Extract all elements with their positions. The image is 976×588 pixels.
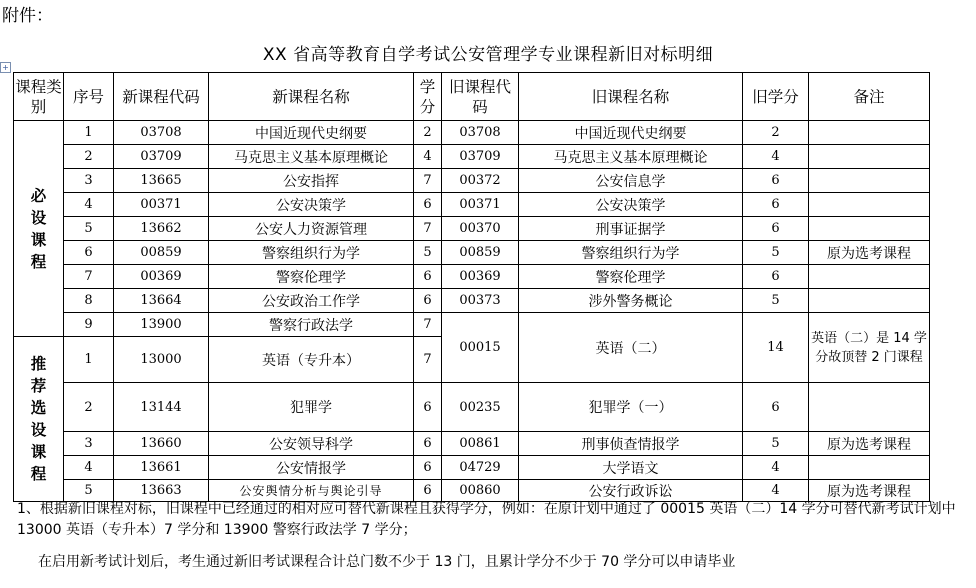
cell-note: 原为选考课程 bbox=[809, 480, 930, 502]
header-note: 备注 bbox=[809, 73, 930, 121]
cell-new-code: 13664 bbox=[114, 289, 209, 313]
cell-note bbox=[809, 169, 930, 193]
cell-credit: 7 bbox=[414, 337, 442, 383]
cell-old-code: 03709 bbox=[442, 145, 519, 169]
cell-credit: 2 bbox=[414, 121, 442, 145]
header-new-name: 新课程名称 bbox=[209, 73, 414, 121]
cell-new-name: 警察行政法学 bbox=[209, 313, 414, 337]
table-move-handle-icon[interactable]: + bbox=[0, 62, 11, 73]
cell-old-credit: 2 bbox=[743, 121, 809, 145]
cell-seq: 2 bbox=[64, 383, 114, 432]
cell-credit: 7 bbox=[414, 169, 442, 193]
cell-note bbox=[809, 121, 930, 145]
header-credit: 学分 bbox=[414, 73, 442, 121]
cell-new-name: 英语（专升本） bbox=[209, 337, 414, 383]
header-old-name: 旧课程名称 bbox=[519, 73, 743, 121]
cell-credit: 6 bbox=[414, 265, 442, 289]
footnote-graduation: 在启用新考试计划后，考生通过新旧考试课程合计总门数不少于 13 门，且累计学分不少于 70 学分可以申请毕业 bbox=[38, 554, 736, 570]
cell-note: 原为选考课程 bbox=[809, 432, 930, 456]
cell-seq: 1 bbox=[64, 121, 114, 145]
header-old-credit: 旧学分 bbox=[743, 73, 809, 121]
cell-old-credit: 6 bbox=[743, 217, 809, 241]
table-row bbox=[14, 432, 930, 456]
table-row bbox=[14, 265, 930, 289]
cell-new-name: 公安领导科学 bbox=[209, 432, 414, 456]
cell-new-name: 公安指挥 bbox=[209, 169, 414, 193]
header-old-code: 旧课程代码 bbox=[442, 73, 519, 121]
table-row bbox=[14, 193, 930, 217]
cell-new-code: 00859 bbox=[114, 241, 209, 265]
cell-new-name: 犯罪学 bbox=[209, 383, 414, 432]
cell-note bbox=[809, 265, 930, 289]
cell-old-name: 刑事侦查情报学 bbox=[519, 432, 743, 456]
cell-old-credit: 4 bbox=[743, 456, 809, 480]
cell-credit: 6 bbox=[414, 289, 442, 313]
cell-old-code-merged: 00015 bbox=[442, 313, 519, 383]
cell-old-name: 马克思主义基本原理概论 bbox=[519, 145, 743, 169]
cell-note bbox=[809, 217, 930, 241]
cell-new-code: 13661 bbox=[114, 456, 209, 480]
cell-old-code: 00859 bbox=[442, 241, 519, 265]
cell-old-credit: 5 bbox=[743, 432, 809, 456]
cell-new-code: 13663 bbox=[114, 480, 209, 502]
cell-seq: 5 bbox=[64, 480, 114, 502]
cell-new-name: 公安情报学 bbox=[209, 456, 414, 480]
table-row bbox=[14, 121, 930, 145]
cell-seq: 2 bbox=[64, 145, 114, 169]
cell-old-name: 涉外警务概论 bbox=[519, 289, 743, 313]
cell-old-credit: 5 bbox=[743, 241, 809, 265]
cell-old-credit: 6 bbox=[743, 383, 809, 432]
cell-credit: 6 bbox=[414, 383, 442, 432]
table-row bbox=[14, 217, 930, 241]
cell-old-name: 公安行政诉讼 bbox=[519, 480, 743, 502]
table-row bbox=[14, 169, 930, 193]
header-category: 课程类别 bbox=[14, 73, 64, 121]
cell-credit: 6 bbox=[414, 480, 442, 502]
cell-old-code: 00861 bbox=[442, 432, 519, 456]
header-row bbox=[14, 73, 930, 121]
cell-seq: 3 bbox=[64, 432, 114, 456]
cell-seq: 4 bbox=[64, 456, 114, 480]
cell-old-code: 04729 bbox=[442, 456, 519, 480]
table-row bbox=[14, 289, 930, 313]
cell-old-code: 03708 bbox=[442, 121, 519, 145]
table-row bbox=[14, 241, 930, 265]
cell-new-name: 公安人力资源管理 bbox=[209, 217, 414, 241]
cell-new-code: 00369 bbox=[114, 265, 209, 289]
cell-new-name: 公安决策学 bbox=[209, 193, 414, 217]
cell-new-code: 13900 bbox=[114, 313, 209, 337]
cell-seq: 8 bbox=[64, 289, 114, 313]
cell-old-credit: 6 bbox=[743, 265, 809, 289]
footnote-rule: 1、根据新旧课程对标，旧课程中已经通过的相对应可替代新课程且获得学分，例如：在原计划中通过了 00015 英语（二）14 学分可替代新考试计划中 13000 英语（专升本）7 学分和 13900 警察行政法学 7 学分； bbox=[17, 501, 956, 538]
cell-new-name: 中国近现代史纲要 bbox=[209, 121, 414, 145]
cell-seq: 6 bbox=[64, 241, 114, 265]
cell-new-name: 公安政治工作学 bbox=[209, 289, 414, 313]
cell-old-name: 警察伦理学 bbox=[519, 265, 743, 289]
category-recommended: 推荐选设课程 bbox=[14, 337, 64, 502]
attachment-label: 附件： bbox=[2, 6, 53, 26]
cell-old-name: 大学语文 bbox=[519, 456, 743, 480]
table-row bbox=[14, 145, 930, 169]
cell-new-code: 13144 bbox=[114, 383, 209, 432]
table-row bbox=[14, 456, 930, 480]
cell-old-name: 犯罪学（一） bbox=[519, 383, 743, 432]
cell-old-code: 00860 bbox=[442, 480, 519, 502]
cell-note bbox=[809, 193, 930, 217]
cell-old-name: 公安决策学 bbox=[519, 193, 743, 217]
cell-note-merged: 英语（二）是 14 学分故顶替 2 门课程 bbox=[809, 313, 930, 383]
cell-old-name-merged: 英语（二） bbox=[519, 313, 743, 383]
cell-old-credit: 6 bbox=[743, 193, 809, 217]
cell-note bbox=[809, 145, 930, 169]
cell-old-name: 公安信息学 bbox=[519, 169, 743, 193]
course-mapping-table bbox=[13, 72, 930, 502]
cell-credit: 7 bbox=[414, 313, 442, 337]
cell-old-name: 中国近现代史纲要 bbox=[519, 121, 743, 145]
cell-new-code: 03708 bbox=[114, 121, 209, 145]
cell-note bbox=[809, 456, 930, 480]
cell-old-name: 警察组织行为学 bbox=[519, 241, 743, 265]
cell-new-name: 公安舆情分析与舆论引导 bbox=[209, 480, 414, 502]
cell-old-code: 00373 bbox=[442, 289, 519, 313]
cell-old-credit: 5 bbox=[743, 289, 809, 313]
cell-old-credit: 4 bbox=[743, 145, 809, 169]
cell-seq: 5 bbox=[64, 217, 114, 241]
cell-old-code: 00235 bbox=[442, 383, 519, 432]
cell-seq: 7 bbox=[64, 265, 114, 289]
cell-credit: 6 bbox=[414, 456, 442, 480]
cell-new-code: 03709 bbox=[114, 145, 209, 169]
header-seq: 序号 bbox=[64, 73, 114, 121]
cell-seq: 9 bbox=[64, 313, 114, 337]
cell-new-name: 马克思主义基本原理概论 bbox=[209, 145, 414, 169]
cell-note: 原为选考课程 bbox=[809, 241, 930, 265]
cell-note bbox=[809, 289, 930, 313]
table-row bbox=[14, 313, 930, 337]
cell-new-code: 13665 bbox=[114, 169, 209, 193]
document-title: XX 省高等教育自学考试公安管理学专业课程新旧对标明细 bbox=[262, 45, 714, 65]
cell-old-credit-merged: 14 bbox=[743, 313, 809, 383]
cell-new-name: 警察组织行为学 bbox=[209, 241, 414, 265]
cell-old-code: 00372 bbox=[442, 169, 519, 193]
cell-note bbox=[809, 383, 930, 432]
cell-credit: 7 bbox=[414, 217, 442, 241]
cell-credit: 6 bbox=[414, 193, 442, 217]
table-row bbox=[14, 383, 930, 432]
header-new-code: 新课程代码 bbox=[114, 73, 209, 121]
cell-new-code: 00371 bbox=[114, 193, 209, 217]
cell-credit: 6 bbox=[414, 432, 442, 456]
cell-seq: 3 bbox=[64, 169, 114, 193]
cell-old-name: 刑事证据学 bbox=[519, 217, 743, 241]
cell-old-credit: 6 bbox=[743, 169, 809, 193]
cell-seq: 4 bbox=[64, 193, 114, 217]
cell-credit: 5 bbox=[414, 241, 442, 265]
cell-new-name: 警察伦理学 bbox=[209, 265, 414, 289]
cell-old-credit: 4 bbox=[743, 480, 809, 502]
cell-seq: 1 bbox=[64, 337, 114, 383]
cell-old-code: 00369 bbox=[442, 265, 519, 289]
cell-new-code: 13660 bbox=[114, 432, 209, 456]
cell-old-code: 00371 bbox=[442, 193, 519, 217]
cell-new-code: 13662 bbox=[114, 217, 209, 241]
cell-new-code: 13000 bbox=[114, 337, 209, 383]
category-required: 必设课程 bbox=[14, 121, 64, 337]
cell-credit: 4 bbox=[414, 145, 442, 169]
cell-old-code: 00370 bbox=[442, 217, 519, 241]
